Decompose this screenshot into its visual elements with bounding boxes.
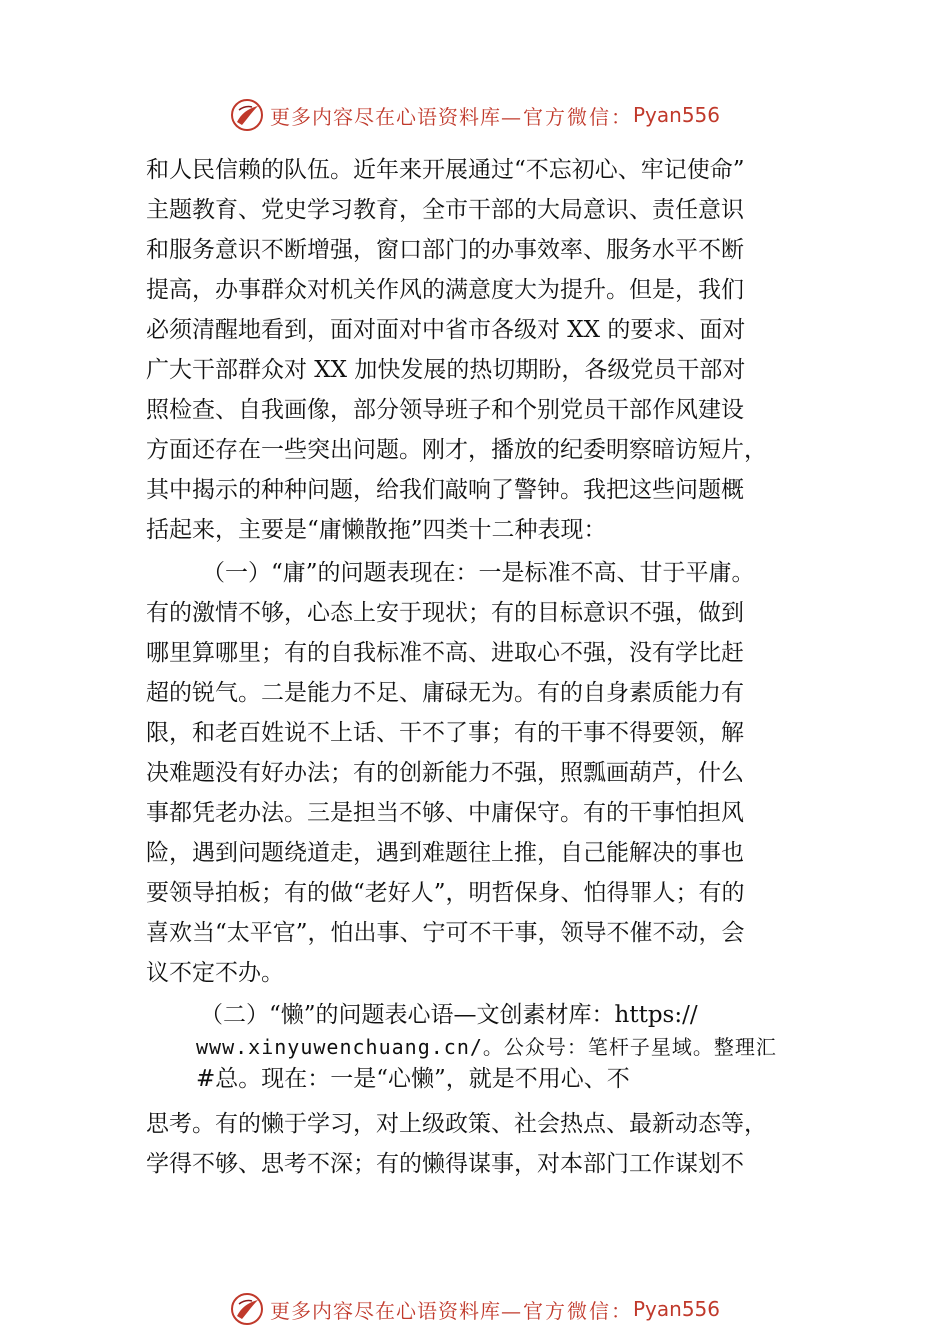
text-line: 事都凭老办法。三是担当不够、中庸保守。有的干事怕担风 bbox=[146, 800, 744, 826]
watermark-library-name: 更多内容尽在心语资料库 bbox=[269, 1298, 501, 1323]
watermark-wechat-label: —官方微信： bbox=[500, 1298, 633, 1323]
text-line: 超的锐气。二是能力不足、庸碌无为。有的自身素质能力有 bbox=[146, 680, 744, 706]
text-line: 提高，办事群众对机关作风的满意度大为提升。但是，我们 bbox=[146, 277, 744, 303]
watermark-header bbox=[0, 95, 950, 135]
text-line: #总。现在：一是“心懒”，就是不用心、不 bbox=[196, 1066, 630, 1092]
text-line: 哪里算哪里；有的自我标准不高、进取心不强，没有学比赶 bbox=[146, 640, 744, 666]
brush-logo-icon bbox=[230, 98, 264, 132]
text-line: 广大干部群众对 XX 加快发展的热切期盼，各级党员干部对 bbox=[146, 357, 746, 383]
text-line: 思考。有的懒于学习，对上级政策、社会热点、最新动态等， bbox=[146, 1111, 767, 1137]
watermark-library-name: 更多内容尽在心语资料库 bbox=[269, 104, 501, 129]
paragraph-1 bbox=[146, 150, 846, 550]
brush-logo-icon bbox=[230, 1292, 264, 1326]
text-line: 其中揭示的种种问题，给我们敲响了警钟。我把这些问题概 bbox=[146, 477, 744, 503]
watermark-wechat-id: Pyan556 bbox=[632, 1297, 720, 1321]
text-line: 方面还存在一些突出问题。刚才，播放的纪委明察暗访短片， bbox=[146, 437, 767, 463]
text-line: 学得不够、思考不深；有的懒得谋事，对本部门工作谋划不 bbox=[146, 1151, 744, 1177]
text-line: 照检查、自我画像，部分领导班子和个别党员干部作风建设 bbox=[146, 397, 744, 423]
paragraph-4 bbox=[146, 1104, 846, 1184]
text-line: 险，遇到问题绕道走，遇到难题往上推，自己能解决的事也 bbox=[146, 840, 744, 866]
text-line: 要领导拍板；有的做“老好人”，明哲保身、怕得罪人；有的 bbox=[146, 880, 745, 906]
text-line: 和服务意识不断增强，窗口部门的办事效率、服务水平不断 bbox=[146, 237, 744, 263]
text-line: 括起来，主要是“庸懒散拖”四类十二种表现： bbox=[146, 517, 607, 543]
text-line: 议不定不办。 bbox=[146, 960, 284, 986]
paragraph-2 bbox=[146, 553, 846, 993]
text-line: 喜欢当“太平官”，怕出事、宁可不干事，领导不催不动，会 bbox=[146, 920, 745, 946]
text-line: 和人民信赖的队伍。近年来开展通过“不忘初心、牢记使命” bbox=[146, 157, 745, 183]
text-line: 必须清醒地看到，面对面对中省市各级对 XX 的要求、面对 bbox=[146, 317, 746, 343]
text-line: 限，和老百姓说不上话、干不了事；有的干事不得要领，解 bbox=[146, 720, 744, 746]
paragraph-3-inserted-ad bbox=[146, 999, 846, 1095]
text-line: 主题教育、党史学习教育，全市干部的大局意识、责任意识 bbox=[146, 197, 744, 223]
watermark-footer bbox=[0, 1289, 950, 1329]
text-line-url: www.xinyuwenchuang.cn/。公众号：笔杆子星域。整理汇 bbox=[196, 1035, 777, 1059]
text-line: 有的激情不够，心态上安于现状；有的目标意识不强，做到 bbox=[146, 600, 744, 626]
text-line: （二）“懒”的问题表心语—文创素材库：https:// bbox=[200, 1002, 698, 1028]
text-line: （一）“庸”的问题表现在：一是标准不高、甘于平庸。 bbox=[202, 560, 755, 586]
watermark-wechat-id: Pyan556 bbox=[632, 103, 720, 127]
text-line: 决难题没有好办法；有的创新能力不强，照瓢画葫芦，什么 bbox=[146, 760, 744, 786]
watermark-wechat-label: —官方微信： bbox=[500, 104, 633, 129]
